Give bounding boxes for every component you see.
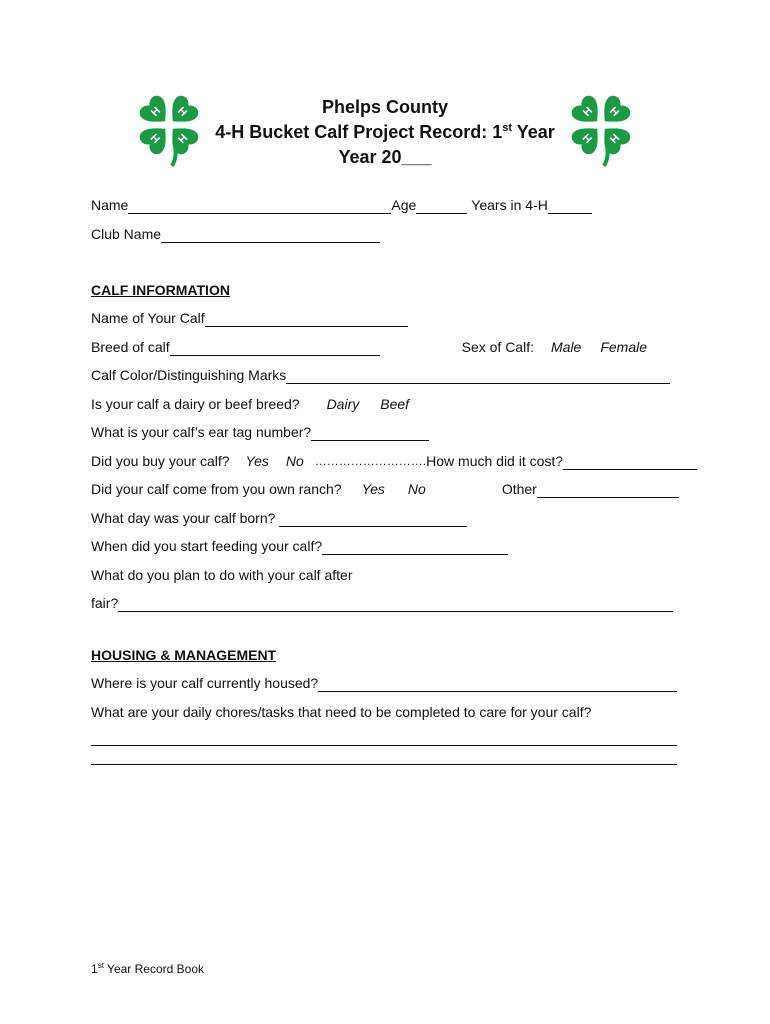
calf-name-label: Name of Your Calf (91, 310, 205, 326)
age-label: Age (391, 197, 417, 213)
fair-row (91, 594, 673, 612)
clover-leaf (595, 93, 633, 131)
chores-line-1[interactable] (91, 745, 677, 746)
calf-name-row (91, 309, 408, 327)
ranch-row (91, 480, 679, 498)
clover-letter: H (606, 104, 622, 120)
ear-tag-question: What is your calf’s ear tag number? (91, 424, 312, 440)
ear-tag-field[interactable] (311, 426, 429, 441)
chores-question: What are your daily chores/tasks that need to be completed to care for your calf? (91, 704, 592, 720)
clover-leaf (137, 93, 175, 131)
footer-number: 1 (91, 962, 98, 976)
footer-sup: st (97, 961, 104, 970)
footer-text: Year Record Book (103, 962, 204, 976)
calf-name-field[interactable] (205, 312, 408, 327)
buy-question: Did you buy your calf? (91, 453, 230, 469)
born-row (91, 509, 467, 527)
clover-leaf (163, 93, 201, 131)
clover-leaf (595, 119, 633, 157)
club-name-field[interactable] (161, 228, 380, 243)
cost-field[interactable] (563, 455, 697, 470)
4-h-clover-icon (134, 90, 204, 168)
buy-no-option[interactable]: No (285, 453, 304, 469)
plan-question: What do you plan to do with your calf after (91, 567, 353, 583)
born-question: What day was your calf born? (91, 510, 276, 526)
dairy-option[interactable]: Dairy (326, 396, 360, 412)
other-field[interactable] (537, 483, 679, 498)
clover-letter: H (580, 104, 596, 120)
clover-letter: H (580, 130, 596, 146)
housing-section-title (91, 646, 276, 664)
name-label: Name (91, 197, 129, 213)
buy-yes-option[interactable]: Yes (245, 453, 269, 469)
born-field[interactable] (279, 512, 467, 527)
clover-letter: H (174, 104, 190, 120)
clover-letter: H (174, 130, 190, 146)
page-footer (91, 961, 204, 976)
clover-letter: H (606, 130, 622, 146)
color-field[interactable] (286, 369, 670, 384)
buy-row (91, 452, 697, 470)
feeding-question: When did you start feeding your calf? (91, 538, 323, 554)
header-title-sup: st (502, 122, 513, 134)
fair-label: fair? (91, 595, 119, 611)
header-county: Phelps County (321, 97, 448, 117)
clover-leaf (569, 93, 607, 131)
clover-leaf (163, 119, 201, 157)
name-row (91, 196, 592, 214)
housing-title: HOUSING & MANAGEMENT (91, 647, 277, 663)
ear-tag-row (91, 423, 429, 441)
club-row (91, 225, 380, 243)
housed-field[interactable] (318, 677, 677, 692)
clover-letter: H (148, 130, 164, 146)
sex-label: Sex of Calf: (461, 339, 534, 355)
sex-female-option[interactable]: Female (600, 339, 648, 355)
clover-leaf (569, 119, 607, 157)
clover-letter: H (148, 104, 164, 120)
other-label: Other (501, 481, 537, 497)
breed-row (91, 338, 647, 356)
leader-dots: ………………………. (314, 454, 427, 468)
header-title (200, 120, 570, 145)
header-title-year: Year (512, 122, 555, 142)
color-label: Calf Color/Distinguishing Marks (91, 367, 287, 383)
ranch-no-option[interactable]: No (407, 481, 426, 497)
color-row (91, 366, 670, 384)
page-header (200, 95, 570, 170)
cost-question: How much did it cost? (426, 453, 564, 469)
breed-label: Breed of calf (91, 339, 170, 355)
header-title-text: 4-H Bucket Calf Project Record: 1 (215, 122, 503, 142)
calf-info-section-title (91, 281, 230, 299)
clover-leaf (137, 119, 175, 157)
calf-info-title: CALF INFORMATION (91, 282, 230, 298)
4-h-clover-icon (566, 90, 636, 168)
years-4h-field[interactable] (548, 199, 592, 214)
plan-row (91, 566, 352, 584)
age-field[interactable] (416, 199, 467, 214)
breed-type-row (91, 395, 409, 413)
sex-male-option[interactable]: Male (550, 339, 582, 355)
club-name-label: Club Name (91, 226, 162, 242)
chores-line-2[interactable] (91, 764, 677, 765)
years-4h-label: Years in 4-H (471, 197, 548, 213)
housed-row (91, 674, 677, 692)
feeding-row (91, 537, 508, 555)
feeding-field[interactable] (322, 540, 508, 555)
housed-question: Where is your calf currently housed? (91, 675, 319, 691)
ranch-yes-option[interactable]: Yes (361, 481, 385, 497)
ranch-question: Did your calf come from you own ranch? (91, 481, 342, 497)
plan-field[interactable] (118, 597, 673, 612)
breed-field[interactable] (170, 341, 380, 356)
breed-type-question: Is your calf a dairy or beef breed? (91, 396, 300, 412)
header-year-line: Year 20___ (338, 147, 432, 167)
name-field[interactable] (128, 199, 391, 214)
beef-option[interactable]: Beef (380, 396, 410, 412)
chores-row (91, 703, 591, 721)
